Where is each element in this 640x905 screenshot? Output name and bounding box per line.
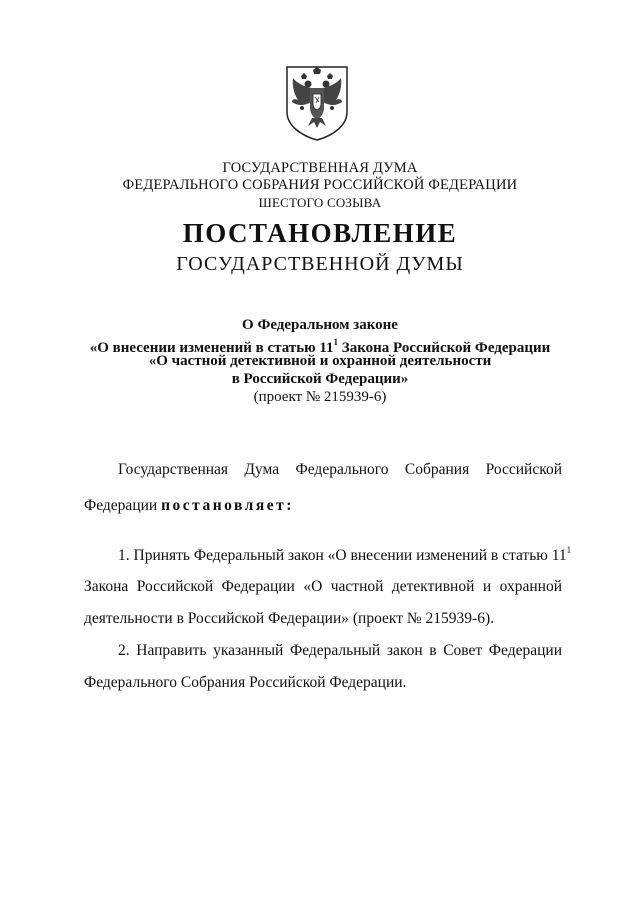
- paragraph-1-line-3: деятельности в Российской Федерации» (проект № 215939-6).: [84, 610, 495, 627]
- subject-line-1: О Федеральном законе: [242, 317, 398, 333]
- subject-line-2-tail: Закона Российской Федерации: [338, 340, 551, 356]
- header-line-duma: ГОСУДАРСТВЕННАЯ ДУМА: [222, 160, 418, 176]
- paragraph-1-article-superscript: 1: [566, 545, 572, 555]
- project-number: (проект № 215939-6): [253, 389, 387, 405]
- resolves-word: постановляет:: [161, 497, 294, 514]
- document-title: ПОСТАНОВЛЕНИЕ: [182, 218, 458, 248]
- document-subtitle: ГОСУДАРСТВЕННОЙ ДУМЫ: [176, 253, 464, 275]
- paragraph-1-line-1-text: 1. Принять Федеральный закон «О внесении изменений в статью 11: [118, 547, 567, 565]
- coat-of-arms-emblem-icon: [284, 64, 350, 142]
- paragraph-2-line-2: Федерального Собрания Российской Федерации.: [84, 674, 407, 691]
- subject-line-4: в Российской Федерации»: [231, 371, 409, 387]
- header-line-convocation: ШЕСТОГО СОЗЫВА: [258, 195, 382, 210]
- paragraph-2-line-1: 2. Направить указанный Федеральный закон в Совет Федерации: [118, 642, 562, 659]
- paragraph-1-line-2: Закона Российской Федерации «О частной детективной и охранной: [84, 578, 562, 595]
- subject-line-2-text: «О внесении изменений в статью 11: [89, 340, 334, 356]
- header-line-assembly: ФЕДЕРАЛЬНОГО СОБРАНИЯ РОССИЙСКОЙ ФЕДЕРАЦИИ: [122, 177, 518, 193]
- subject-article-superscript: 1: [333, 337, 339, 347]
- subject-line-3: «О частной детективной и охранной деятельности: [148, 353, 492, 369]
- paragraph-1-line-1: [118, 545, 572, 565]
- intro-line-2: [84, 497, 294, 515]
- intro-line-2-text: Федерации: [84, 497, 158, 514]
- intro-line-1: Государственная Дума Федерального Собрания Российской: [118, 461, 562, 478]
